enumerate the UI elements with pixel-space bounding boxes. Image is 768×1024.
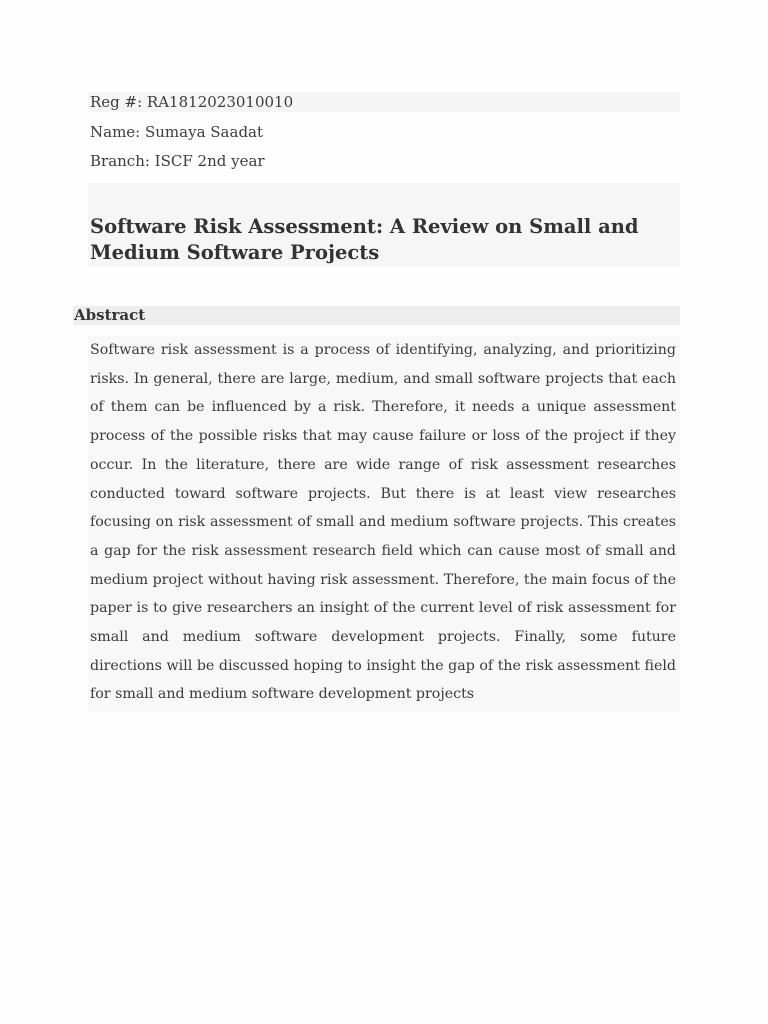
abstract-body: Software risk assessment is a process of identifying, analyzing, and prioritizing risks. In general, there are large, medium, and small software projects that each of them can be influenced by a risk. Therefore, it needs a unique assessment process of the possible risks that may cause failure or loss of the project if they occur. In the literature, there are wide range of risk assessment researches conducted toward software projects. But there is at least view researches focusing on risk assessment of small and medium software projects. This creates a gap for the risk assessment research field which can cause most of small and medium project without having risk assessment. Therefore, the main focus of the paper is to give researchers an insight of the current level of risk assessment for small and medium software development projects. Finally, some future directions will be discussed hoping to insight the gap of the risk assessment field for small and medium software development projects [90, 342, 676, 703]
title-section [88, 183, 680, 267]
registration-number: Reg #: RA1812023010010 [88, 92, 680, 112]
student-branch: Branch: ISCF 2nd year [90, 152, 265, 170]
abstract-section [88, 336, 680, 712]
abstract-heading: Abstract [74, 306, 146, 324]
student-name: Name: Sumaya Saadat [90, 122, 264, 141]
paper-title: Software Risk Assessment: A Review on Small and Medium Software Projects [90, 215, 639, 264]
student-info [88, 92, 680, 181]
abstract-heading-bar [73, 306, 680, 325]
